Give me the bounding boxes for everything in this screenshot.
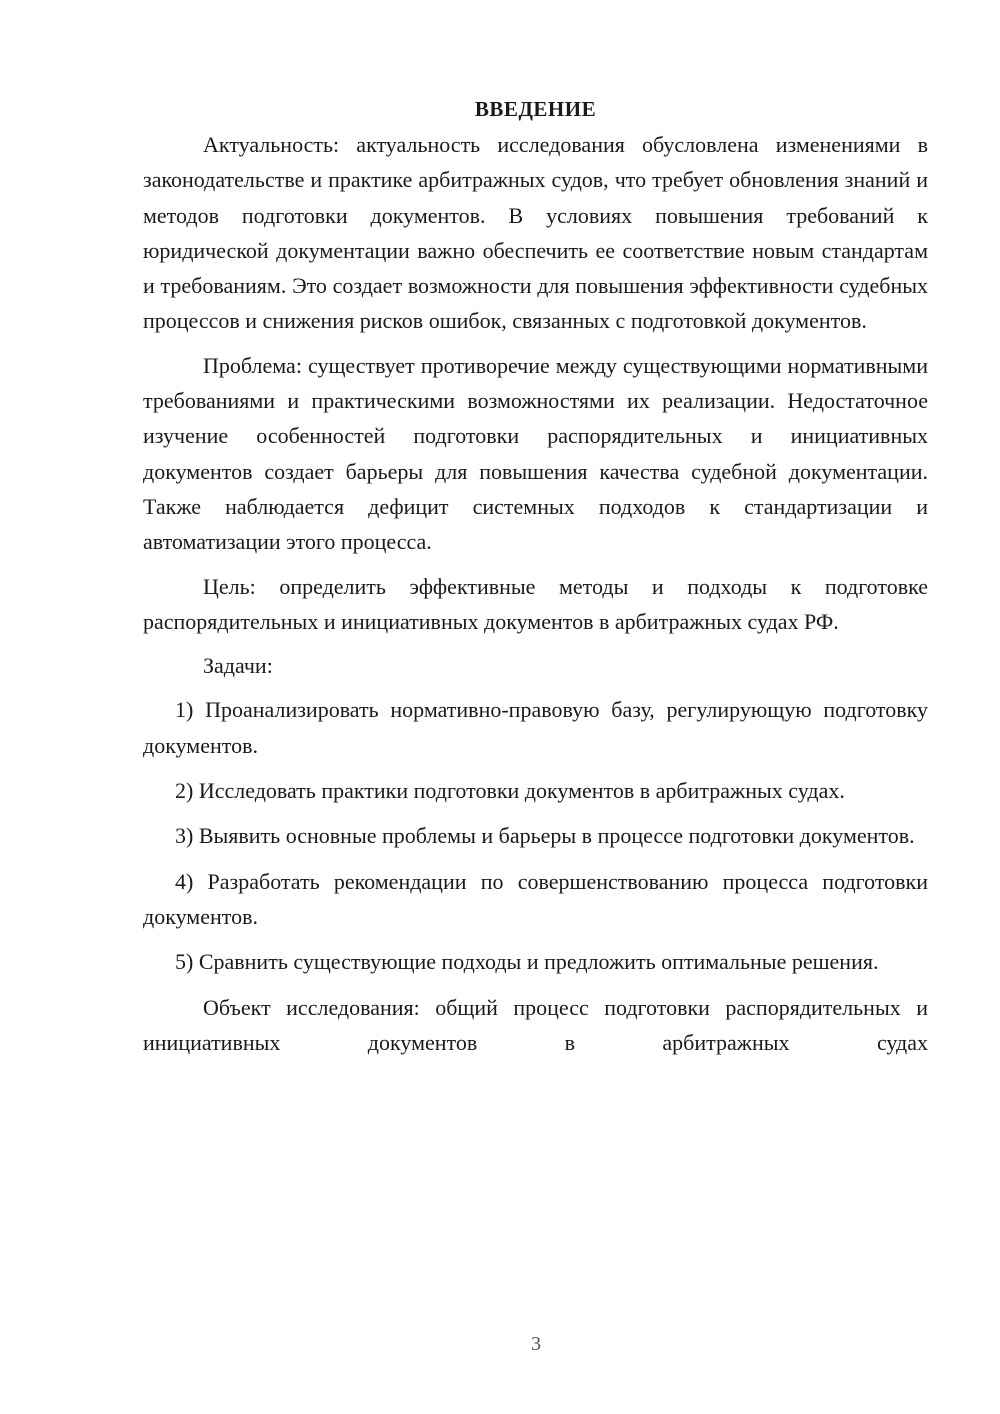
goal-paragraph: Цель: определить эффективные методы и подходы к подготовке распорядительных и инициативных документов в арбитражных судах РФ. (143, 573, 928, 634)
page-title: ВВЕДЕНИЕ (474, 97, 597, 121)
task-item: 1) Проанализировать нормативно-правовую базу, регулирующую подготовку документов. (143, 697, 928, 758)
document-page (143, 92, 928, 1069)
page-number: 3 (531, 1333, 541, 1355)
task-item: 5) Сравнить существующие подходы и предложить оптимальные решения. (175, 949, 879, 975)
relevance-paragraph: Актуальность: актуальность исследования обусловлена изменениями в законодательстве и практике арбитражных судов, что требует обновления знаний и методов подготовки документов. В условиях повышения требований к юридической документации важно обеспечить ее соответствие новым стандартам и требованиям. Это создает возможности для повышения эффективности судебных процессов и снижения рисков ошибок, связанных с подготовкой документов. (143, 132, 928, 334)
problem-paragraph: Проблема: существует противоречие между существующими нормативными требованиями и практическими возможностями их реализации. Недостаточное изучение особенностей подготовки распорядительных и инициативных документов создает барьеры для повышения качества судебной документации. Также наблюдается дефицит системных подходов к стандартизации и автоматизации этого процесса. (143, 352, 928, 555)
object-paragraph: Объект исследования: общий процесс подготовки распорядительных и инициативных документов в арбитражных судах (143, 994, 928, 1055)
task-item: 4) Разработать рекомендации по совершенствованию процесса подготовки документов. (143, 868, 928, 929)
task-item: 3) Выявить основные проблемы и барьеры в процессе подготовки документов. (175, 823, 915, 849)
tasks-label: Задачи: (203, 653, 273, 679)
task-item: 2) Исследовать практики подготовки документов в арбитражных судах. (175, 778, 845, 804)
